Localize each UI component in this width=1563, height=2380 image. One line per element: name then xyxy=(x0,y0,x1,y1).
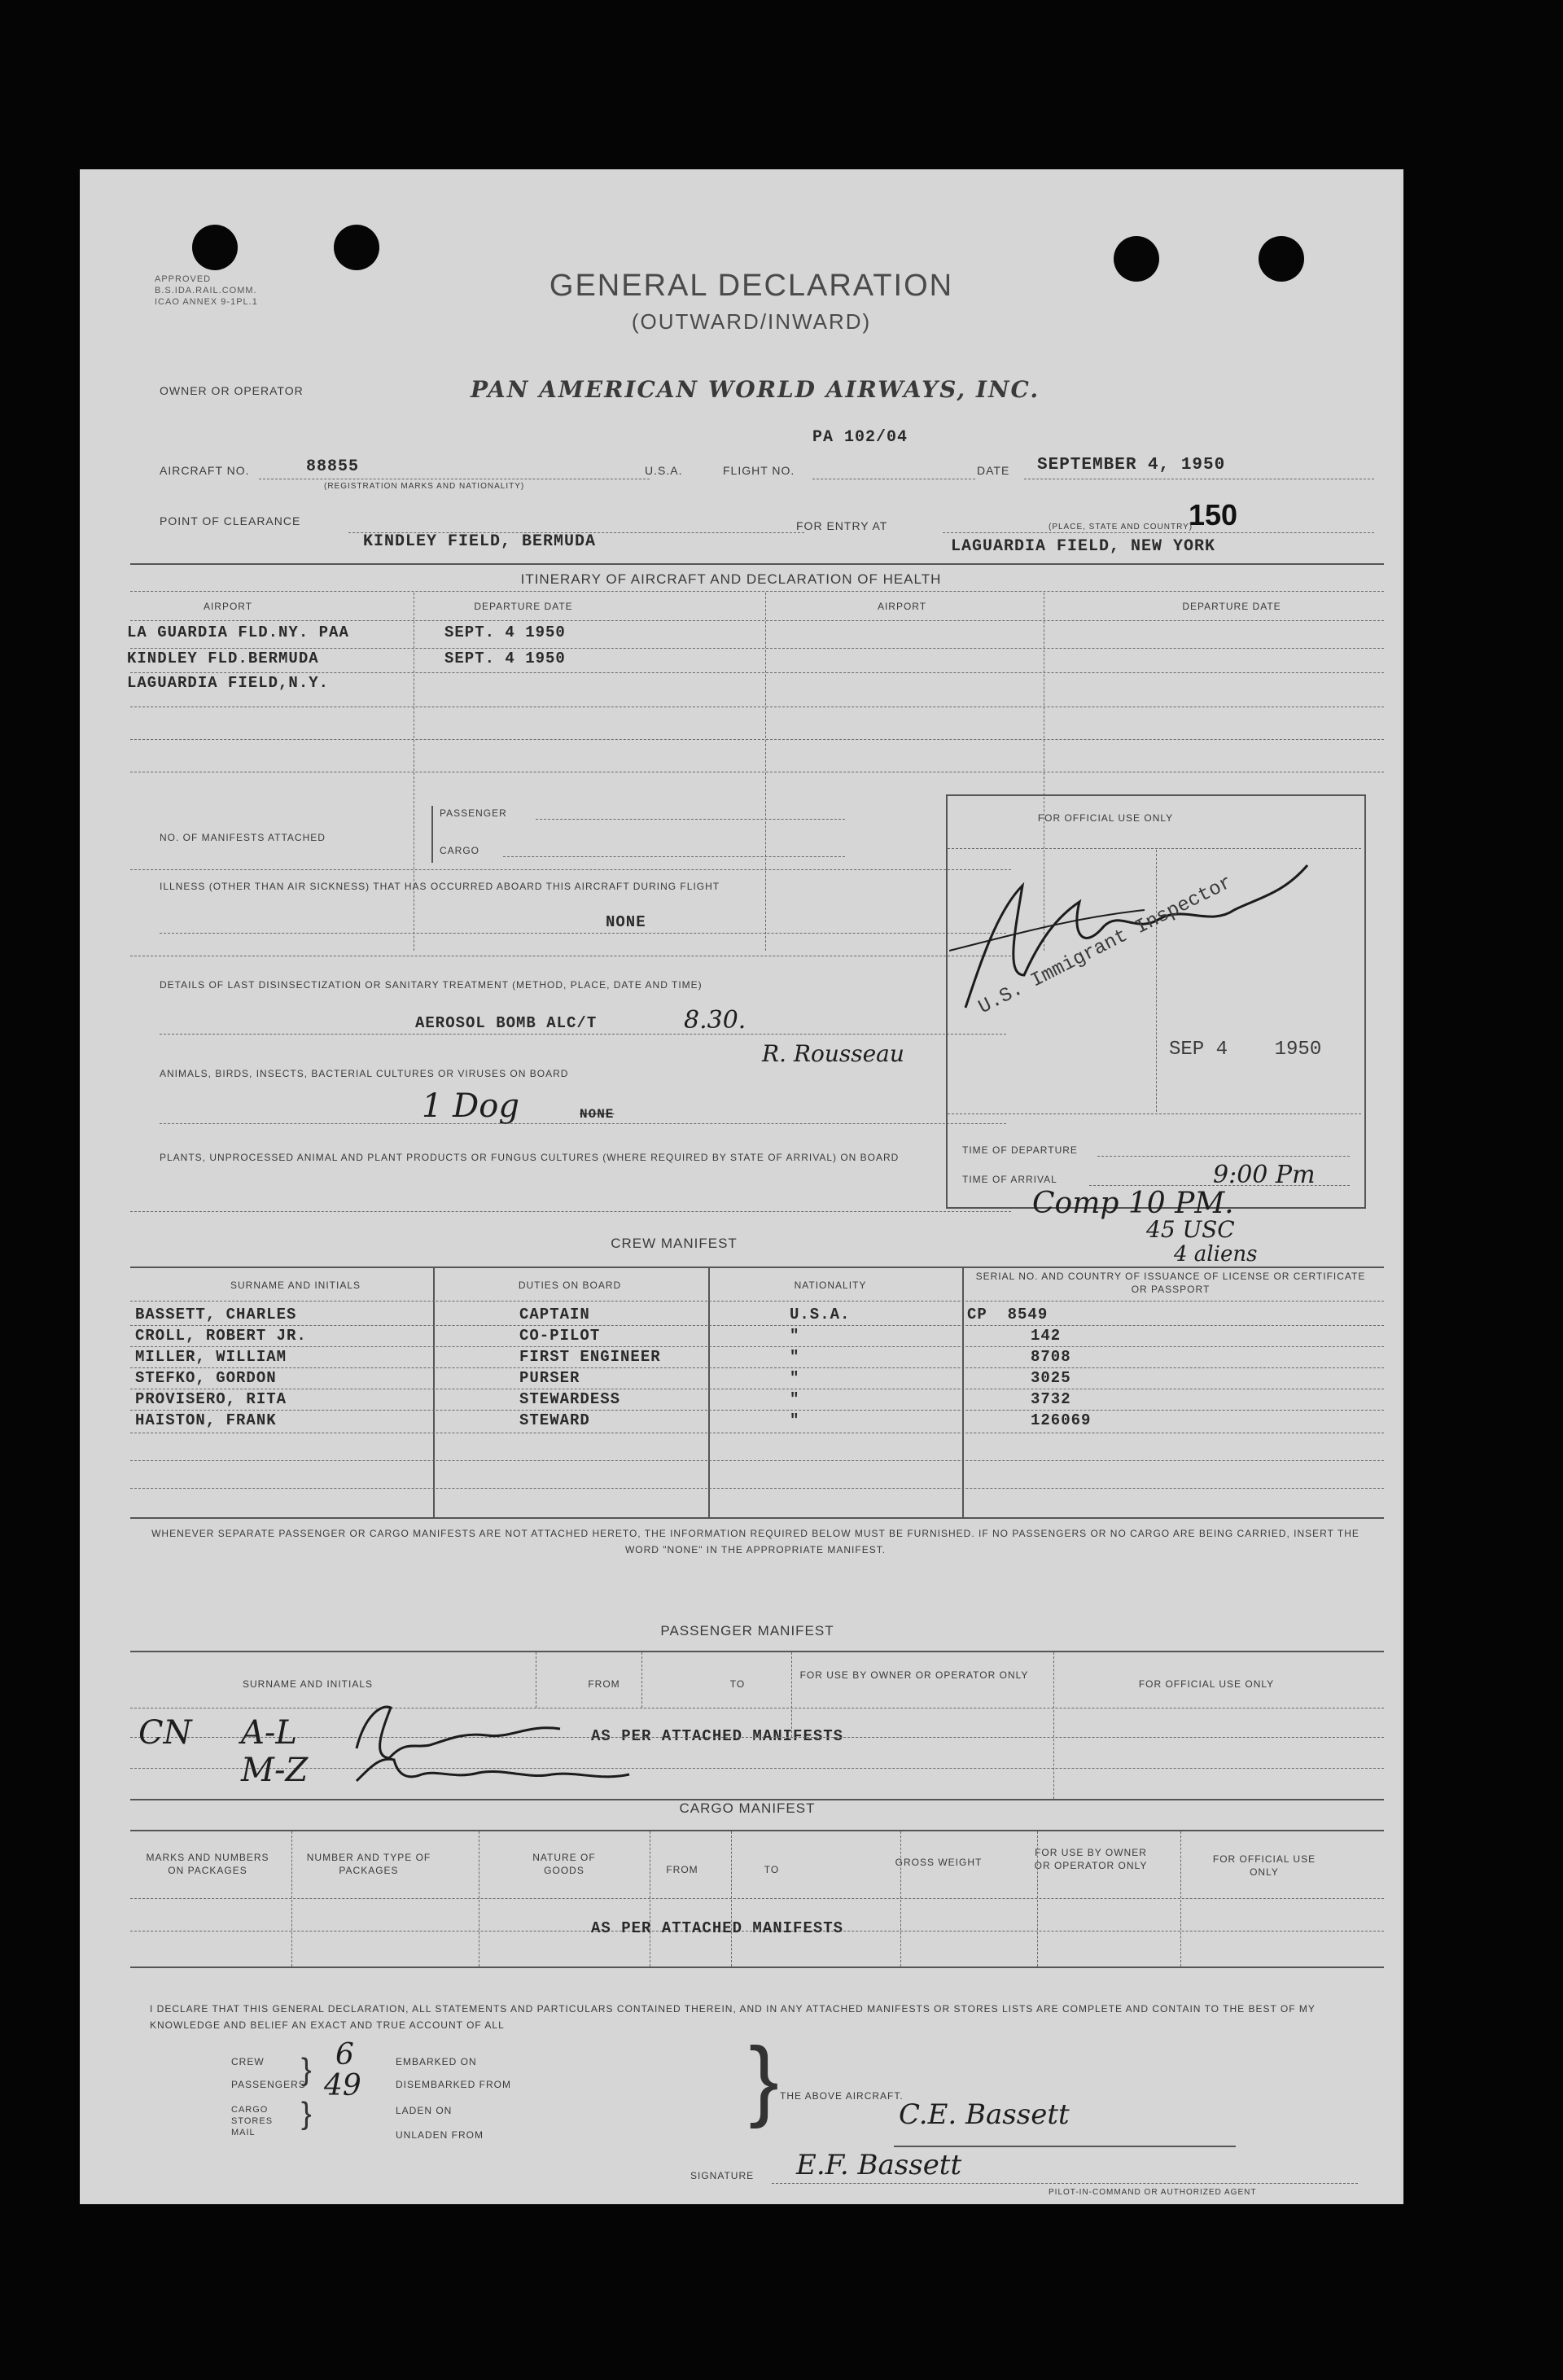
passengers-count-label: PASSENGERS xyxy=(231,2079,306,2090)
crew-row-6-duty: STEWARD xyxy=(519,1411,590,1429)
passenger-as-per: AS PER ATTACHED MANIFESTS xyxy=(591,1727,844,1745)
animals-underline xyxy=(160,1123,1006,1124)
date-value: SEPTEMBER 4, 1950 xyxy=(1037,456,1226,475)
mail-count-label: MAIL xyxy=(231,2128,256,2137)
crew-row-rule-3 xyxy=(130,1367,1384,1368)
disinsect-label: DETAILS OF LAST DISINSECTIZATION OR SANITARY TREATMENT (METHOD, PLACE, DATE AND TIME) xyxy=(160,979,703,991)
cargo-underline xyxy=(503,856,845,857)
crew-col-serial: SERIAL NO. AND COUNTRY OF ISSUANCE OF LICENSE OR CERTIFICATE OR PASSPORT xyxy=(975,1271,1366,1295)
itinerary-title: ITINERARY OF AIRCRAFT AND DECLARATION OF HEALTH xyxy=(520,571,942,587)
passenger-label: PASSENGER xyxy=(440,807,507,819)
passenger-hand-mz: M-Z xyxy=(241,1752,309,1789)
cargo-col-divider-6 xyxy=(1037,1831,1038,1967)
crew-row-4-name: STEFKO, GORDON xyxy=(135,1369,277,1387)
passenger-col-divider-4 xyxy=(1053,1652,1054,1799)
passenger-signatures xyxy=(348,1700,641,1797)
crew-count-value: 6 xyxy=(335,2038,354,2072)
crew-row-6-name: HAISTON, FRANK xyxy=(135,1411,277,1429)
crew-title: CREW MANIFEST xyxy=(611,1236,738,1251)
crew-col-duties: DUTIES ON BOARD xyxy=(518,1280,622,1291)
crew-row-3-nationality: " xyxy=(790,1348,800,1366)
itinerary-top-rule xyxy=(130,563,1384,565)
departure-time-underline xyxy=(1097,1156,1350,1157)
passenger-rule-1 xyxy=(130,1737,1384,1738)
disinsect-signature: R. Rousseau xyxy=(762,1040,904,1067)
cargo-col-from: FROM xyxy=(666,1864,698,1875)
punch-hole-right-1 xyxy=(1114,236,1159,282)
laden-label: LADEN ON xyxy=(396,2105,453,2116)
cargo-top-rule xyxy=(130,1830,1384,1831)
official-note-1: Comp 10 PM. xyxy=(1032,1187,1234,1220)
itinerary-col-departure-2: DEPARTURE DATE xyxy=(1182,601,1281,612)
itinerary-rule-1 xyxy=(130,620,1384,621)
passenger-hand-al: A-L xyxy=(241,1714,297,1752)
itinerary-row-1-airport: LA GUARDIA FLD.NY. PAA xyxy=(127,623,349,641)
cargo-col-divider-7 xyxy=(1180,1831,1181,1967)
count-brace-1: } xyxy=(301,2053,312,2087)
form-subtitle: (OUTWARD/INWARD) xyxy=(631,309,872,334)
punch-hole-left-2 xyxy=(334,225,379,270)
crew-row-5-name: PROVISERO, RITA xyxy=(135,1390,287,1408)
cargo-bottom-rule xyxy=(130,1967,1384,1968)
entry-underline xyxy=(943,532,1374,533)
crew-row-1-name: BASSETT, CHARLES xyxy=(135,1306,297,1323)
passenger-underline xyxy=(536,819,845,820)
itinerary-row-2-date: SEPT. 4 1950 xyxy=(444,650,566,667)
cargo-title: CARGO MANIFEST xyxy=(679,1800,816,1816)
crew-row-rule-8 xyxy=(130,1488,1384,1489)
cargo-as-per: AS PER ATTACHED MANIFESTS xyxy=(591,1919,844,1937)
disinsect-underline xyxy=(160,1034,1006,1035)
itinerary-col-airport: AIRPORT xyxy=(203,601,253,612)
cargo-col-nature: NATURE OF GOODS xyxy=(532,1852,596,1876)
disinsect-value: AEROSOL BOMB ALC/T xyxy=(415,1014,598,1032)
passenger-signature-2 xyxy=(357,1759,629,1781)
passenger-col-owner: FOR USE BY OWNER OR OPERATOR ONLY xyxy=(799,1669,1029,1681)
disinsect-time: 8.30. xyxy=(684,1006,746,1035)
animals-struck: NONE xyxy=(580,1107,615,1122)
crew-row-2-nationality: " xyxy=(790,1327,800,1345)
cargo-header-rule xyxy=(130,1898,1384,1899)
passenger-col-from: FROM xyxy=(588,1678,620,1690)
cargo-col-marks: MARKS AND NUMBERS ON PACKAGES xyxy=(146,1852,269,1876)
cargo-count-label: CARGO xyxy=(231,2105,269,2115)
manifests-bracket xyxy=(431,806,433,863)
passenger-rule-2 xyxy=(130,1768,1384,1769)
entry-sub: (PLACE, STATE AND COUNTRY) xyxy=(1049,523,1193,532)
cargo-col-divider-5 xyxy=(900,1831,901,1967)
official-note-3: 4 aliens xyxy=(1174,1242,1258,1267)
passenger-title: PASSENGER MANIFEST xyxy=(660,1623,834,1638)
crew-row-rule-1 xyxy=(130,1325,1384,1326)
crew-row-5-duty: STEWARDESS xyxy=(519,1390,621,1408)
crew-row-2-duty: CO-PILOT xyxy=(519,1327,601,1345)
itinerary-row-2-airport: KINDLEY FLD.BERMUDA xyxy=(127,650,319,667)
signature-line xyxy=(772,2183,1358,2184)
declaration-text: I DECLARE THAT THIS GENERAL DECLARATION, ALL STATEMENTS AND PARTICULARS CONTAINED THEREIN, AND IN ANY ATTACHED MANIFESTS OR STORES LISTS ARE COMPLETE AND CONTAIN TO THE BEST OF MY KNOWLEDGE AND BELIEF AN EXACT AND TRUE ACCOUNT OF ALL xyxy=(150,2003,1316,2031)
itinerary-rule-5 xyxy=(130,739,1384,740)
animals-label: ANIMALS, BIRDS, INSECTS, BACTERIAL CULTURES OR VIRUSES ON BOARD xyxy=(160,1068,569,1079)
clearance-value: KINDLEY FIELD, BERMUDA xyxy=(363,532,597,551)
crew-header-rule xyxy=(130,1301,1384,1302)
crew-row-1-duty: CAPTAIN xyxy=(519,1306,590,1323)
stamp-date: SEP 4 1950 xyxy=(1169,1039,1322,1061)
animals-value: 1 Dog xyxy=(422,1087,519,1125)
approval-block xyxy=(155,273,293,308)
crew-row-2-serial: 142 xyxy=(1031,1327,1062,1345)
health-rule-1 xyxy=(130,869,1011,870)
flight-number-stamp: PA 102/04 xyxy=(812,428,908,447)
plants-label: PLANTS, UNPROCESSED ANIMAL AND PLANT PRODUCTS OR FUNGUS CULTURES (WHERE REQUIRED BY STATE OF ARRIVAL) ON BOARD xyxy=(160,1152,900,1163)
aircraft-label: AIRCRAFT NO. xyxy=(160,464,250,477)
crew-row-4-serial: 3025 xyxy=(1031,1369,1071,1387)
punch-hole-left-1 xyxy=(192,225,238,270)
clearance-label: POINT OF CLEARANCE xyxy=(160,514,301,527)
embarked-label: EMBARKED ON xyxy=(396,2056,477,2067)
cargo-col-divider-1 xyxy=(291,1831,292,1967)
itinerary-col-airport-2: AIRPORT xyxy=(877,601,927,612)
crew-row-3-duty: FIRST ENGINEER xyxy=(519,1348,661,1366)
illness-label: ILLNESS (OTHER THAN AIR SICKNESS) THAT HAS OCCURRED ABOARD THIS AIRCRAFT DURING FLIGHT xyxy=(160,881,720,892)
aircraft-value: 88855 xyxy=(306,457,360,476)
punch-hole-right-2 xyxy=(1259,236,1304,282)
signature-label: SIGNATURE xyxy=(690,2170,755,2181)
date-label: DATE xyxy=(977,464,1010,477)
passenger-col-divider-3 xyxy=(791,1652,792,1737)
crew-count-label: CREW xyxy=(231,2056,265,2067)
entry-value: LAGUARDIA FIELD, NEW YORK xyxy=(951,537,1216,556)
crew-col-divider-1 xyxy=(433,1268,435,1517)
signature-underline xyxy=(894,2146,1236,2147)
crew-bottom-rule xyxy=(130,1517,1384,1519)
itinerary-rule-3 xyxy=(130,672,1384,673)
illness-value: NONE xyxy=(606,913,646,931)
count-brace-2: } xyxy=(301,2097,312,2131)
unladen-label: UNLADEN FROM xyxy=(396,2129,484,2141)
disembarked-label: DISEMBARKED FROM xyxy=(396,2079,512,2090)
declaration-form xyxy=(80,169,1403,2204)
passenger-hand-cn: CN xyxy=(138,1714,192,1752)
cargo-col-official: FOR OFFICIAL USE ONLY xyxy=(1212,1853,1316,1878)
passengers-count-value: 49 xyxy=(324,2069,361,2102)
plants-underline xyxy=(130,1211,1011,1212)
itinerary-row-3-airport: LAGUARDIA FIELD,N.Y. xyxy=(127,674,330,692)
arrival-time-label: TIME OF ARRIVAL xyxy=(962,1174,1057,1185)
crew-top-rule xyxy=(130,1267,1384,1268)
crew-col-name: SURNAME AND INITIALS xyxy=(230,1280,361,1291)
passenger-top-rule xyxy=(130,1651,1384,1652)
cargo-col-number: NUMBER AND TYPE OF PACKAGES xyxy=(306,1852,431,1876)
itinerary-col-departure: DEPARTURE DATE xyxy=(474,601,573,612)
crew-row-rule-2 xyxy=(130,1346,1384,1347)
crew-row-4-nationality: " xyxy=(790,1369,800,1387)
crew-row-rule-5 xyxy=(130,1410,1384,1411)
cargo-col-to: TO xyxy=(764,1864,780,1875)
above-aircraft-label: THE ABOVE AIRCRAFT. xyxy=(780,2090,904,2102)
arrival-time-value: 9:00 Pm xyxy=(1213,1161,1316,1189)
stores-count-label: STORES xyxy=(231,2116,274,2126)
form-title: GENERAL DECLARATION xyxy=(549,269,954,303)
crew-row-3-name: MILLER, WILLIAM xyxy=(135,1348,287,1366)
crew-row-6-serial: 126069 xyxy=(1031,1411,1092,1429)
approval-line-1: APPROVED xyxy=(155,274,212,284)
passenger-col-official: FOR OFFICIAL USE ONLY xyxy=(1138,1678,1275,1690)
crew-col-divider-3 xyxy=(962,1268,964,1517)
official-note-2: 45 USC xyxy=(1146,1216,1235,1243)
official-rule-1 xyxy=(948,848,1361,849)
official-rule-2 xyxy=(948,1113,1361,1114)
approval-line-2: B.S.IDA.RAIL.COMM. xyxy=(155,286,257,295)
crew-footnote: WHENEVER SEPARATE PASSENGER OR CARGO MANIFESTS ARE NOT ATTACHED HERETO, THE INFORMATION REQUIRED BELOW MUST BE FURNISHED. IF NO PASSENGERS OR NO CARGO ARE BEING CARRIED, INSERT THE WORD "NONE" IN THE APPROPRIATE MANIFEST. xyxy=(151,1528,1359,1555)
crew-row-6-nationality: " xyxy=(790,1411,800,1429)
official-label: FOR OFFICIAL USE ONLY xyxy=(1037,812,1174,824)
cargo-col-weight: GROSS WEIGHT xyxy=(895,1857,983,1868)
cargo-col-owner: FOR USE BY OWNER OR OPERATOR ONLY xyxy=(1034,1847,1148,1871)
illness-underline xyxy=(160,933,1006,934)
crew-row-rule-7 xyxy=(130,1460,1384,1461)
crew-row-1-nationality: U.S.A. xyxy=(790,1306,851,1323)
cargo-col-divider-4 xyxy=(731,1831,732,1967)
crew-row-5-nationality: " xyxy=(790,1390,800,1408)
entry-label: FOR ENTRY AT xyxy=(796,519,888,532)
itinerary-header-rule xyxy=(130,591,1384,592)
crew-col-divider-2 xyxy=(708,1268,710,1517)
usa-label: U.S.A. xyxy=(645,464,683,477)
crew-row-4-duty: PURSER xyxy=(519,1369,580,1387)
crew-row-1-serial: CP 8549 xyxy=(967,1306,1049,1323)
departure-time-label: TIME OF DEPARTURE xyxy=(962,1144,1078,1156)
itinerary-rule-2 xyxy=(130,648,1384,649)
crew-row-5-serial: 3732 xyxy=(1031,1390,1071,1408)
cargo-label: CARGO xyxy=(440,845,480,856)
signature-value-2: E.F. Bassett xyxy=(796,2149,962,2181)
itinerary-row-1-date: SEPT. 4 1950 xyxy=(444,623,566,641)
immigrant-inspector-stamp: U.S. Immigrant Inspector xyxy=(975,872,1237,1020)
aircraft-sub: (REGISTRATION MARKS AND NATIONALITY) xyxy=(324,482,525,491)
passenger-col-name: SURNAME AND INITIALS xyxy=(242,1678,374,1690)
aircraft-brace: } xyxy=(749,2029,779,2129)
owner-value: PAN AMERICAN WORLD AIRWAYS, INC. xyxy=(471,376,1040,403)
crew-row-3-serial: 8708 xyxy=(1031,1348,1071,1366)
crew-row-2-name: CROLL, ROBERT JR. xyxy=(135,1327,307,1345)
passenger-col-divider-2 xyxy=(641,1652,642,1708)
passenger-signature-1 xyxy=(357,1707,560,1758)
page-number: 150 xyxy=(1189,498,1238,532)
flight-label: FLIGHT NO. xyxy=(723,464,795,477)
owner-label: OWNER OR OPERATOR xyxy=(160,384,304,397)
pilot-note: PILOT-IN-COMMAND OR AUTHORIZED AGENT xyxy=(1049,2188,1257,2197)
crew-col-nationality: NATIONALITY xyxy=(794,1280,867,1291)
passenger-col-to: TO xyxy=(729,1678,746,1690)
manifests-label: NO. OF MANIFESTS ATTACHED xyxy=(160,832,326,843)
approval-line-3: ICAO ANNEX 9-1PL.1 xyxy=(155,297,258,307)
signature-value: C.E. Bassett xyxy=(899,2098,1070,2131)
